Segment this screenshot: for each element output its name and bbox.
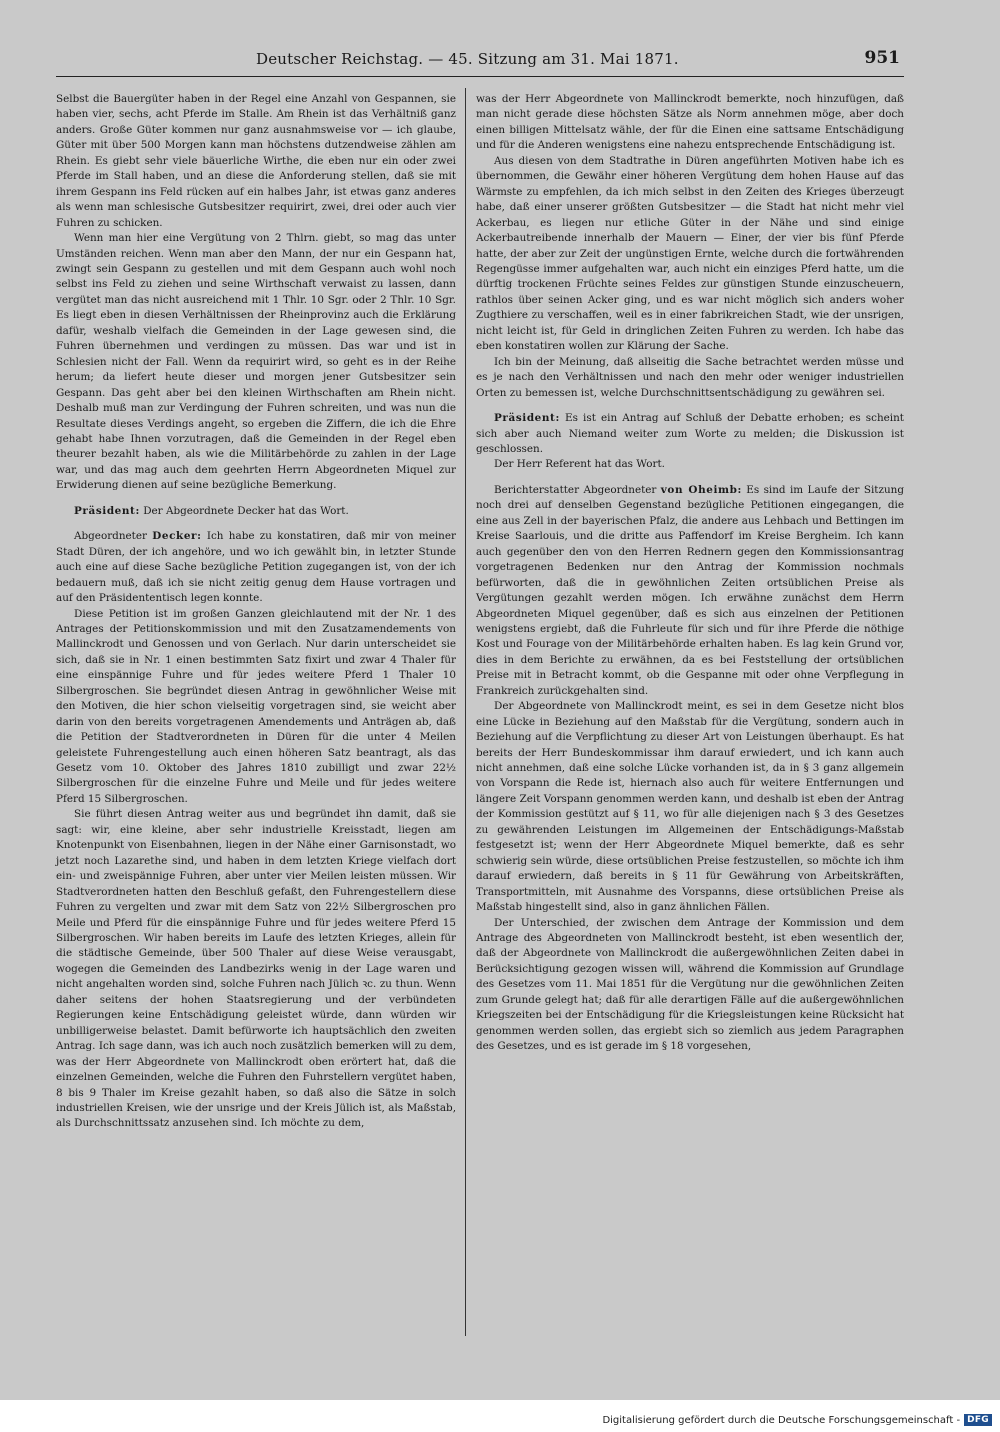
speaker-paragraph: [476, 483, 904, 699]
speaker-prefix: Berichterstatter Abgeordneter: [494, 483, 661, 496]
footer: [602, 1414, 992, 1426]
paragraph: Wenn man hier eine Vergütung von 2 Thlrn. giebt, so mag das unter Umständen reichen. Wenn man aber den Mann, der nur ein Gespann hat, zwingt sein Gespann zu gestellen und mit dem Gespann auch wohl noch selbst ins Feld zu ziehen und seine Wirthschaft verwaist zu lassen, dann vergütet man das nicht ausreichend mit 1 Thlr. 10 Sgr. oder 2 Thlr. 10 Sgr. Es liegt eben in diesen Verhältnissen der Rheinprovinz auch die Erklärung dafür, weshalb vielfach die Gemeinden in der Lage gewesen sind, die Fuhren übernehmen und verdingen zu müssen. Das war und ist in Schlesien nicht der Fall. Wenn da requirirt wird, so geht es in der Reihe herum; da liefert heute dieser und morgen jener Gutsbesitzer sein Gespann. Das geht aber bei den kleinen Wirthschaften am Rhein nicht. Deshalb muß man zur Verdingung der Fuhren schreiten, und was nun die Resultate dieses Verdings angeht, so ergeben die Ziffern, die ich die Ehre gehabt habe Ihnen vorzutragen, daß die Gemeinden in der Regel eben theurer bezahlt haben, als wie die Militärbehörde zu zahlen in der Lage war, und das mag auch dem geehrten Herrn Abgeordneten Miquel zur Erwiderung dienen auf seine bezügliche Bemerkung.: [56, 232, 456, 492]
speaker-paragraph: [56, 529, 456, 606]
footer-text: Digitalisierung gefördert durch die Deutsche Forschungsgemeinschaft -: [602, 1414, 961, 1426]
paragraph: Selbst die Bauergüter haben in der Regel eine Anzahl von Gespannen, sie haben vier, sechs, acht Pferde im Stalle. Am Rhein ist das Verhältniß ganz anders. Große Güter kommen nur ganz ausnahmsweise vor — ich glaube, Güter mit über 500 Morgen kann man höchstens dutzendweise zählen am Rhein. Es giebt sehr viele bäuerliche Wirthe, die eben nur ein oder zwei Pferde im Stall haben, und an diese die Anforderung stellen, daß sie mit ihrem Gespann ins Feld rücken auf ein halbes Jahr, ist etwas ganz anderes als wenn man schlesische Gutsbesitzer requirirt, zwei, drei oder auch vier Fuhren zu schicken.: [56, 93, 456, 229]
paragraph: Der Herr Referent hat das Wort.: [494, 458, 665, 471]
paragraph: Aus diesen von dem Stadtrathe in Düren angeführten Motiven habe ich es übernommen, die Gewähr einer höheren Vergütung dem hohen Hause auf das Wärmste zu empfehlen, da ich mich selbst in den Zeiten des Krieges überzeugt habe, daß einer unserer größten Gutsbesitzer — die Stadt hat nicht mehr viel Ackerbau, es liegen nur etliche Güter in der Nähe und sind einige Ackerbautreibende innerhalb der Mauern — Einer, der vier bis fünf Pferde hatte, der aber zur Zeit der ungünstigen Ernte, welche durch die fortwährenden Regengüsse immer aufgehalten war, auch nicht ein einziges Pferd hatte, um die dürftig trockenen Früchte seines Feldes zur günstigen Stunde einzuscheuern, rathlos über seinen Acker ging, und es war nicht möglich sich anders woher Zugthiere zu verschaffen, weil es in einer fabrikreichen Stadt, wie der unsrigen, nicht leicht ist, für Geld in dringlichen Zeiten Fuhren zu werden. Ich habe das eben konstatiren wollen zur Klärung der Sache.: [476, 154, 904, 353]
paragraph: Ich bin der Meinung, daß allseitig die Sache betrachtet werden müsse und es je nach den Verhältnissen und nach den mehr oder weniger industriellen Orten zu bemessen ist, welche Durchschnittsentschädigung zu gewähren sei.: [476, 355, 904, 399]
paragraph: Der Unterschied, der zwischen dem Antrage der Kommission und dem Antrage des Abgeordneten von Mallinckrodt besteht, ist eben wesentlich der, daß der Abgeordnete von Mallinckrodt die außergewöhnlichen Zeiten dabei in Berücksichtigung gezogen wissen will, während die Kommission auf Grundlage des Gesetzes vom 11. Mai 1851 für die Vergütung nur die gewöhnlichen Zeiten zum Grunde gelegt hat; daß für alle derartigen Fälle auf die außergewöhnlichen Kriegszeiten bei der Entschädigung für die Kriegsleistungen keine Rücksicht hat genommen werden sollen, das ergiebt sich so ziemlich aus jedem Paragraphen des Gesetzes, und es ist gerade im § 18 vorgesehen,: [476, 916, 904, 1053]
speaker-name: Präsident:: [74, 504, 140, 517]
speaker-name: Präsident:: [494, 412, 560, 425]
paragraph: Diese Petition ist im großen Ganzen gleichlautend mit der Nr. 1 des Antrages der Petitionskommission und mit den Zusatzamendements von Mallinckrodt und Genossen und von Gerlach. Nur darin unterscheidet sie sich, daß sie in Nr. 1 einen bestimmten Satz fixirt und zwar 4 Thaler für eine einspännige Fuhre und für jedes weitere Pferd 1 Thaler 10 Silbergroschen. Sie begründet diesen Antrag in gewöhnlicher Weise mit den Motiven, die hier schon vielseitig vorgetragen sind, sie weicht aber darin von den bereits vorgetragenen Amendements und Anträgen ab, daß die Petition der Stadtverordneten in Düren für die unter 4 Meilen geleistete Fuhrengestellung auch einen höheren Satz beantragt, als das Gesetz vom 10. Oktober des Jahres 1810 zubilligt und zwar 22½ Silbergroschen für die einzelne Fuhre und Meile und für jedes weitere Pferd 15 Silbergroschen.: [56, 607, 456, 805]
paragraph: was der Herr Abgeordnete von Mallinckrodt bemerkte, noch hinzufügen, daß man nicht gerade diese höchsten Sätze als Norm annehmen möge, aber doch einen billigen Mittelsatz wähle, der für die Einen eine sattsame Entschädigung und für die Anderen wenigstens eine nahezu entsprechende Entschädigung ist.: [476, 93, 904, 152]
speaker-name: Decker:: [152, 530, 202, 543]
right-column: [476, 92, 904, 1055]
speaker-paragraph: [56, 504, 456, 519]
paragraph: Sie führt diesen Antrag weiter aus und begründet ihn damit, daß sie sagt: wir, eine kleine, aber sehr industrielle Kreisstadt, liegen am Knotenpunkt von Eisenbahnen, liegen in der Nähe einer Garnisonstadt, wo jetzt noch Lazarethe sind, und haben in dem letzten Kriege vielfach dort ein- und zweispännige Fuhren, aber unter vier Meilen leisten müssen. Wir Stadtverordneten hatten den Beschluß gefaßt, den Fuhrengestellern diese Fuhren zu vergelten und zwar mit dem Satz von 22½ Silbergroschen pro Meile und Pferd für die einspännige Fuhre und für jedes weitere Pferd 15 Silbergroschen. Wir haben bereits im Laufe des letzten Krieges, allein für die städtische Gemeinde, über 500 Thaler auf diese Weise verausgabt, wogegen die Gemeinden des Landbezirks wenig in der Lage waren und nicht angehalten worden sind, solche Fuhren nach Jülich ꝛc. zu thun. Wenn daher seitens der hohen Staatsregierung und der verbündeten Regierungen keine Entschädigung geleistet würde, dann würden wir unbilligerweise belastet. Damit befürworte ich hauptsächlich den zweiten Antrag. Ich sage dann, was ich auch noch zusätzlich bemerken will zu dem, was der Herr Abgeordnete von Mallinckrodt oben erörtert hat, daß die einzelnen Gemeinden, welche die Fuhren den Fuhrstellern vergütet haben, 8 bis 9 Thaler im Kreise gezahlt haben, so daß also die Sätze in solch industriellen Kreisen, wie der unsrige und der Kreis Jülich ist, als Maßstab, als Durchschnittssatz anzusehen sind. Ich möchte zu dem,: [56, 808, 456, 1130]
speech-text: Ich habe zu konstatiren, daß mir von meiner Stadt Düren, der ich angehöre, und wo ich gewählt bin, in letzter Stunde auch eine auf diese Sache bezügliche Petition zugegangen ist, von der ich bedauern muß, daß ich sie nicht zeitig genug dem Hause vortragen und auf den Präsidententisch legen konnte.: [56, 530, 456, 605]
speaker-name: von Oheimb:: [660, 483, 742, 496]
left-column: [56, 92, 456, 1132]
speech-text: Es sind im Laufe der Sitzung noch drei auf denselben Gegenstand bezügliche Petitionen eingegangen, die eine aus Zell in der bayerischen Pfalz, die andere aus Lehbach und Bettingen im Kreise Saarlouis, und die dritte aus Paffendorf im Kreise Bergheim. Ich kann auch gegenüber den von den Herren Rednern gegen den Kommissionsantrag vorgetragenen Bedenken nur den Antrag der Kommission nochmals befürworten, daß die in gewöhnlichen Zeiten ortsüblichen Preise als Vergütungen gezahlt werden mögen. Ich erwähne zunächst dem Herrn Abgeordneten Miquel gegenüber, daß es sich aus einzelnen der Petitionen wenigstens ergiebt, daß die Fuhrleute für sich und für ihre Pferde die nöthige Kost und Fourage von der Militärbehörde erhalten haben. Es lag kein Grund vor, dies in dem Berichte zu erwähnen, da es bei Feststellung der ortsüblichen Preise mit in Betracht kommt, ob die Gespanne mit oder ohne Verpflegung in Frankreich zurückgehalten sind.: [476, 483, 904, 697]
speech-text: Es ist ein Antrag auf Schluß der Debatte erhoben; es scheint sich aber auch Niemand weiter zum Worte zu melden; die Diskussion ist geschlossen.: [476, 412, 904, 455]
page-number: 951: [864, 48, 900, 68]
speaker-prefix: Abgeordneter: [74, 530, 153, 543]
dfg-logo: DFG: [964, 1414, 992, 1426]
paragraph: Der Abgeordnete von Mallinckrodt meint, es sei in dem Gesetze nicht blos eine Lücke in Beziehung auf den Maßstab für die Vergütung, sondern auch in Beziehung auf die Verpflichtung zu dieser Art von Leistungen überhaupt. Es hat bereits der Herr Bundeskommissar ihm darauf erwiedert, und ich kann auch nicht annehmen, daß eine solche Lücke vorhanden ist, da in § 3 ganz allgemein von Vorspann die Rede ist, hiernach also auch für weitere Entfernungen und längere Zeit Vorspann genommen werden kann, und deshalb ist eben der Antrag der Kommission gestützt auf § 11, wo für alle diejenigen nach § 3 des Gesetzes zu gewährenden Leistungen im Allgemeinen der Entschädigungs-Maßstab festgesetzt ist; wenn der Herr Abgeordnete Miquel bemerkte, daß es sehr schwierig sein würde, diese ortsüblichen Preise festzustellen, so möchte ich ihm darauf erwiedern, daß bereits in § 11 für Gewährung von Arbeitskräften, Transportmitteln, mit Ausnahme des Vorspanns, diese ortsüblichen Preise als Maßstab hingestellt sind, also in ganz ähnlichen Fällen.: [476, 700, 904, 914]
column-divider: [465, 88, 466, 1336]
page-header: [56, 48, 904, 77]
header-title: Deutscher Reichstag. — 45. Sitzung am 31. Mai 1871.: [256, 50, 679, 68]
speech-text: Der Abgeordnete Decker hat das Wort.: [139, 504, 349, 517]
speaker-paragraph: [476, 411, 904, 457]
